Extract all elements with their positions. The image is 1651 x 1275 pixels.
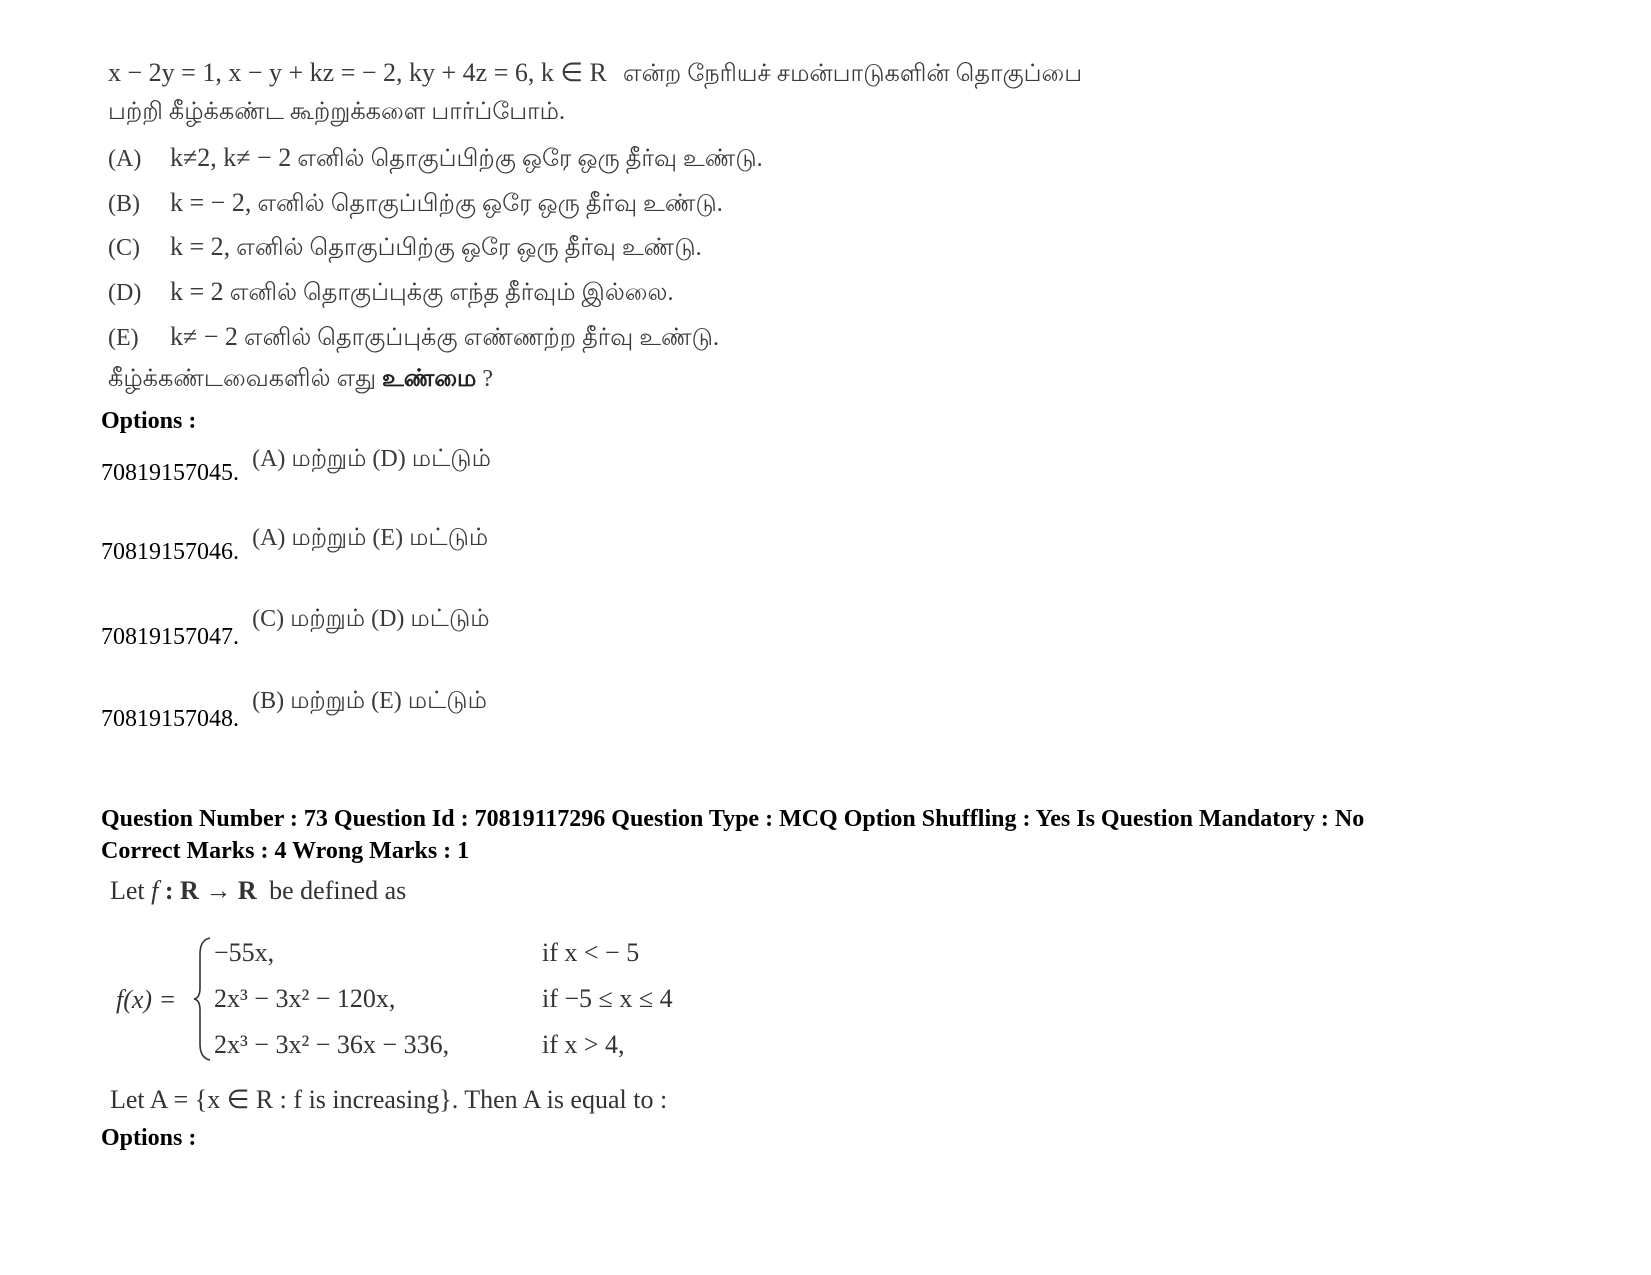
q72-intro-line1 bbox=[108, 58, 1082, 90]
option-id: 70819157048. bbox=[101, 706, 239, 732]
piece-3-expr: 2x³ − 3x² − 36x − 336, bbox=[214, 1030, 450, 1059]
statement-label: (A) bbox=[108, 146, 142, 172]
statement-math: k = 2 bbox=[170, 277, 224, 306]
q72-intro-text1: என்ற நேரியச் சமன்பாடுகளின் தொகுப்பை bbox=[622, 61, 1083, 87]
q72-statement-c bbox=[108, 232, 702, 264]
option-id: 70819157047. bbox=[101, 624, 239, 650]
statement-math: k≠2, k≠ − 2 bbox=[170, 143, 292, 172]
q73-question: Let A = {x ∈ R : f is increasing}. Then A is equal to : bbox=[110, 1085, 668, 1114]
option-text: (A) மற்றும் (E) மட்டும் bbox=[252, 525, 489, 551]
statement-label: (B) bbox=[108, 191, 140, 217]
def-prefix: Let bbox=[110, 876, 145, 905]
question-bold: உண்மை bbox=[382, 366, 477, 392]
fx-label: f(x) = bbox=[116, 985, 177, 1014]
option-text: (C) மற்றும் (D) மட்டும் bbox=[252, 606, 490, 632]
q73-header-line1: Question Number : 73 Question Id : 70819117296 Question Type : MCQ Option Shuffling : Yes Is Question Mandatory : No bbox=[101, 806, 1365, 832]
q72-options-label: Options : bbox=[101, 408, 197, 434]
piecewise-brace bbox=[192, 936, 214, 1062]
q72-statement-a bbox=[108, 143, 763, 175]
statement-text: எனில் தொகுப்புக்கு எந்த தீர்வும் இல்லை. bbox=[229, 280, 674, 306]
question-mark: ? bbox=[482, 366, 494, 392]
def-f: f bbox=[151, 876, 159, 905]
statement-label: (C) bbox=[108, 235, 140, 261]
option-text: (A) மற்றும் (D) மட்டும் bbox=[252, 446, 491, 472]
piece-2-expr: 2x³ − 3x² − 120x, bbox=[214, 984, 396, 1013]
option-id: 70819157046. bbox=[101, 539, 239, 565]
q72-option-3[interactable] bbox=[101, 606, 490, 650]
piece-1-expr: −55x, bbox=[214, 938, 275, 967]
q72-statement-e bbox=[108, 322, 719, 354]
q73-header-line2: Correct Marks : 4 Wrong Marks : 1 bbox=[101, 838, 470, 864]
q72-intro-math: x − 2y = 1, x − y + kz = − 2, ky + 4z = 6, k ∈ R bbox=[108, 58, 607, 87]
statement-text: எனில் தொகுப்பிற்கு ஒரே ஒரு தீர்வு உண்டு. bbox=[297, 146, 763, 172]
q72-intro-line2: பற்றி கீழ்க்கண்ட கூற்றுக்களை பார்ப்போம். bbox=[108, 99, 565, 125]
piece-1-cond: if x < − 5 bbox=[542, 938, 640, 967]
q72-option-4[interactable] bbox=[101, 688, 487, 732]
statement-text: எனில் தொகுப்புக்கு எண்ணற்ற தீர்வு உண்டு. bbox=[243, 325, 719, 351]
statement-label: (E) bbox=[108, 325, 139, 351]
q73-definition bbox=[110, 876, 406, 906]
piece-3-cond: if x > 4, bbox=[542, 1030, 625, 1059]
def-suffix: be defined as bbox=[269, 876, 407, 905]
q72-statement-d bbox=[108, 277, 673, 309]
statement-text: எனில் தொகுப்பிற்கு ஒரே ஒரு தீர்வு உண்டு. bbox=[257, 191, 723, 217]
option-id: 70819157045. bbox=[101, 460, 239, 486]
statement-math: k = 2, bbox=[170, 232, 231, 261]
q72-statement-b bbox=[108, 188, 723, 220]
piece-2-cond: if −5 ≤ x ≤ 4 bbox=[542, 984, 673, 1013]
option-text: (B) மற்றும் (E) மட்டும் bbox=[252, 688, 487, 714]
statement-math: k = − 2, bbox=[170, 188, 252, 217]
q72-question bbox=[108, 366, 493, 395]
q73-options-label: Options : bbox=[101, 1125, 197, 1151]
question-prefix: கீழ்க்கண்டவைகளில் எது bbox=[108, 366, 377, 392]
q72-option-1[interactable] bbox=[101, 446, 491, 486]
statement-math: k≠ − 2 bbox=[170, 322, 238, 351]
statement-text: எனில் தொகுப்பிற்கு ஒரே ஒரு தீர்வு உண்டு. bbox=[236, 235, 702, 261]
statement-label: (D) bbox=[108, 280, 142, 306]
def-map: : R → R bbox=[164, 876, 257, 905]
q72-option-2[interactable] bbox=[101, 525, 489, 565]
